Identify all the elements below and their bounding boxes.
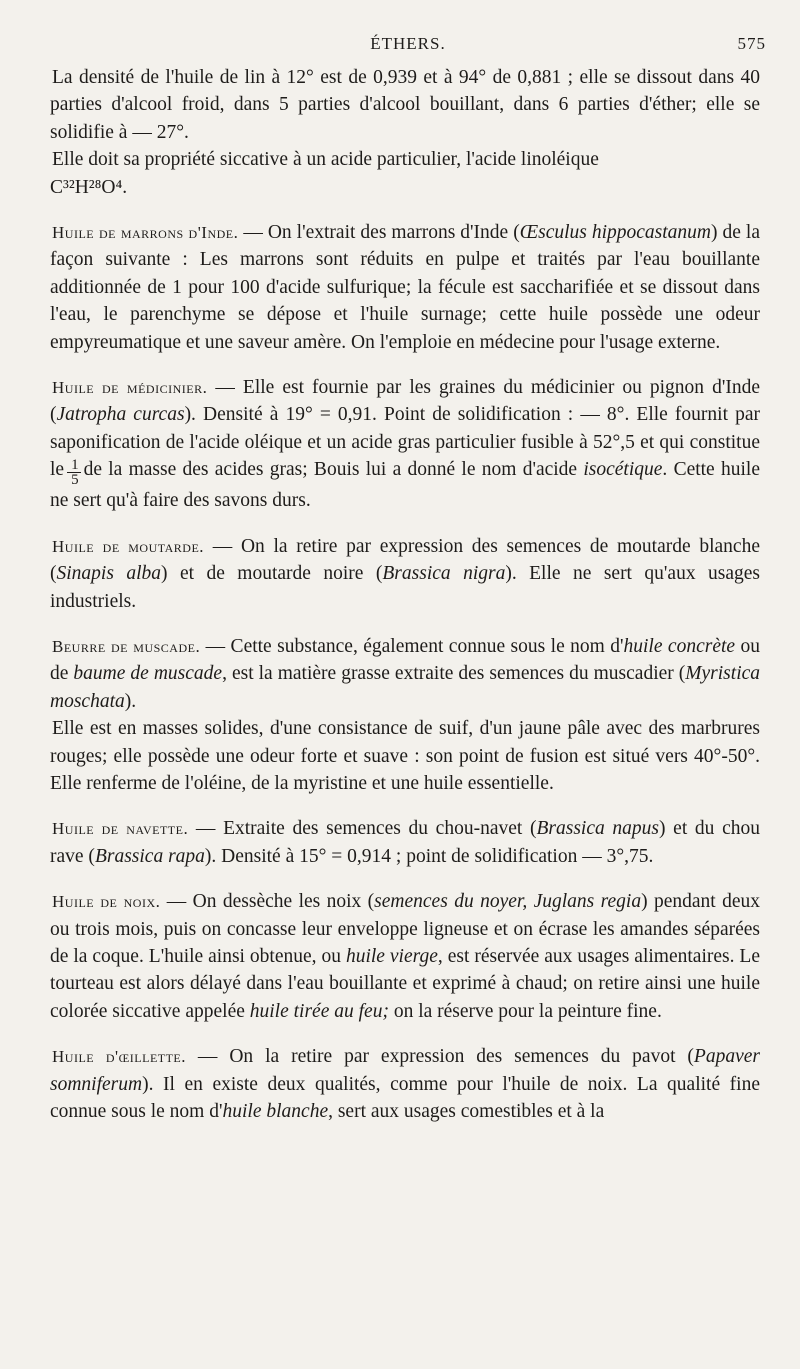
latin-name: Jatropha curcas [56,404,185,426]
fraction-denominator: 5 [71,472,79,489]
latin-name: Myristica moschata [50,663,761,712]
paragraph-lin-acid [50,146,760,201]
fraction-numerator: 1 [67,458,81,473]
italic-term: baume de muscade [73,663,223,685]
italic-term: huile blanche [222,1101,329,1122]
paragraph-text: ) pendant deux ou trois mois, puis on concasse leur enveloppe ligneuse et on écrase les amandes séparées de la coque. L'huile ainsi obtenue, ou [50,891,760,967]
latin-name: Sinapis alba [56,563,162,585]
latin-name: Œsculus hippocastanum [519,222,712,244]
chemical-formula: C³²H²⁸O⁴. [50,176,128,198]
running-title: ÉTHERS. [370,34,446,53]
paragraph-marrons [50,219,760,356]
paragraph-muscade-properties: Elle est en masses solides, d'une consistance de suif, d'un jaune pâle avec des marbrures rouges; elle possède une odeur forte et suave : son point de fusion est situé vers 40°-50°. Elle renferme de l'oléine, de la myristine et une huile essentielle. [50,718,760,794]
paragraph-lin-density: La densité de l'huile de lin à 12° est de 0,939 et à 94° de 0,881 ; elle se dissout dans 40 parties d'alcool froid, dans 5 parties d'alcool bouillant, dans 6 parties d'éther; elle se solidifie à — 27°. [50,67,760,143]
paragraph-text: , sert aux usages comestibles et à la [328,1101,605,1122]
paragraph-text: — On dessèche les noix ( [160,891,375,913]
paragraph-text: ). Densité à 19° = 0,91. Point de solidification : — 8°. Elle fournit par saponification de l'acide oléique et un acide gras particulier fusible à 52°,5 et qui constitue le [50,404,761,481]
paragraph-text: — On la retire par expression des semences de moutarde blanche ( [50,535,760,585]
section-heading: Huile de navette. [52,819,189,839]
paragraph-medicinier [50,374,760,515]
section-heading: Huile de noix. [52,892,161,912]
section-heading: Huile de marrons d'Inde. [52,223,239,243]
page-body [50,64,760,1125]
section-heading: Huile de médicinier. [52,378,208,398]
paragraph-moutarde [50,533,760,615]
paragraph-text: — Elle est fournie par les graines du médicinier ou pignon d'Inde ( [50,377,761,426]
latin-name: Brassica nigra [382,563,506,585]
section-heading: Huile d'œillette. [52,1047,187,1067]
section-heading: Huile de moutarde. [52,536,205,556]
section-heading: Beurre de muscade. [52,636,201,656]
paragraph-text: ) et du chou rave ( [50,818,760,867]
paragraph-text: , est la matière grasse extraite des semences du muscadier ( [222,663,686,685]
paragraph-text: Elle doit sa propriété siccative à un acide particulier, l'acide linoléique [52,149,599,171]
paragraph-text: — Cette substance, également connue sous le nom d' [200,635,624,657]
paragraph-text: , est réservée aux usages alimentaires. Le tourteau est alors délayé dans l'eau bouillante et exprimé à chaud; on retire ainsi une huile colorée siccative appelée [50,945,760,1022]
running-header [50,34,766,58]
paragraph-text: — On la retire par expression des semences du pavot ( [186,1046,694,1068]
paragraph-text: ) de la façon suivante : Les marrons sont réduits en pulpe et traités par l'eau bouillante additionnée de 1 pour 100 d'acide sulfurique; la fécule est saccharifiée et se dissout dans l'eau, le parenchyme se dépose et l'huile surnage; cette huile possède une odeur empyreumatique et une saveur amère. On l'emploie en médecine pour l'usage externe. [50,222,760,353]
paragraph-text: — Extraite des semences du chou-navet ( [188,818,537,840]
paragraph-text: ). [124,690,137,712]
paragraph-oeillette [50,1043,760,1125]
page-number: 575 [737,34,766,53]
fraction [67,458,81,487]
latin-name: Papaver somniferum [50,1046,760,1095]
italic-term: huile vierge [345,945,438,967]
italic-term: isocétique [583,459,663,481]
paragraph-text: . Cette huile ne sert qu'à faire des savons durs. [50,459,760,512]
latin-name: Brassica napus [536,818,659,840]
paragraph-text: on la réserve pour la peinture fine. [388,1000,662,1022]
paragraph-text: ). Densité à 15° = 0,914 ; point de solidification — 3°,75. [204,845,654,867]
italic-term: huile tirée au feu; [249,1000,389,1022]
latin-name: Brassica rapa [94,845,205,867]
paragraph-navette [50,815,760,870]
paragraph-text: ) et de moutarde noire ( [161,563,383,585]
latin-name: semences du noyer, Juglans regia [374,891,642,913]
paragraph-text: ). Il en existe deux qualités, comme pour l'huile de noix. La qualité fine connue sous le nom d' [50,1073,760,1122]
paragraph-text: ou de [50,635,760,685]
paragraph-muscade [50,633,760,715]
italic-term: huile concrète [623,635,736,657]
paragraph-noix [50,888,760,1025]
paragraph-text: ). Elle ne sert qu'aux usages industriels. [50,563,761,612]
paragraph-text: — On l'extrait des marrons d'Inde ( [238,222,520,244]
paragraph-text: de la masse des acides gras; Bouis lui a donné le nom d'acide [83,459,584,481]
